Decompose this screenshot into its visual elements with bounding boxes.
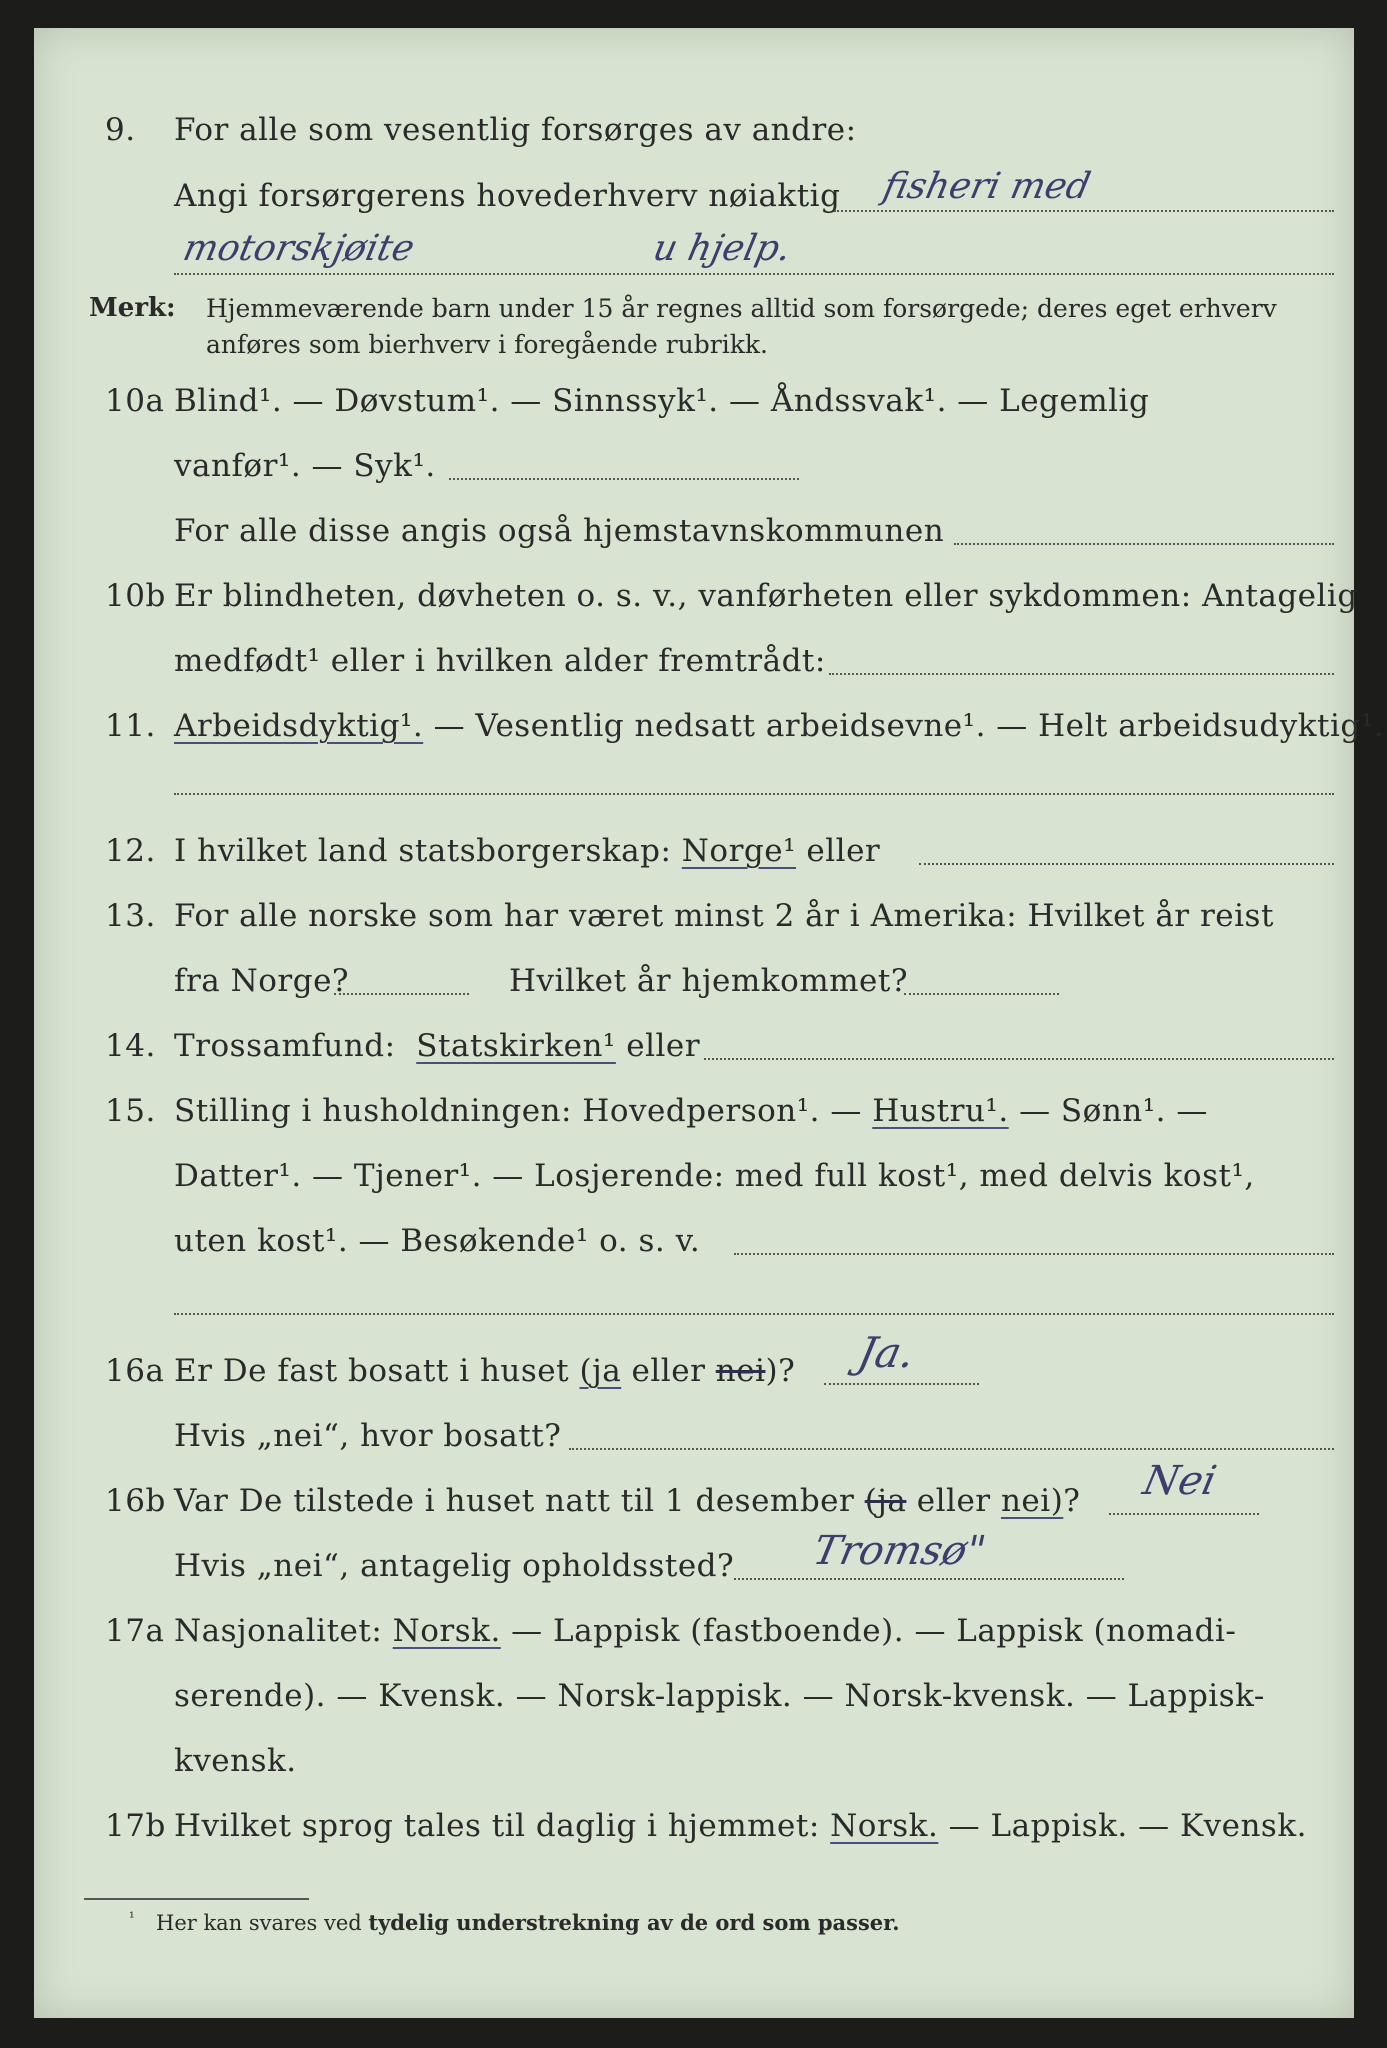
footnote-prefix: Her kan svares ved xyxy=(156,1911,362,1935)
q17a-rest: — Lappisk (fastboende). — Lappisk (nomadi- xyxy=(511,1613,1237,1649)
q15-line1-c: — Sønn¹. — xyxy=(1019,1093,1208,1129)
q16b-prefix: Var De tilstede i huset natt til 1 desember xyxy=(174,1483,855,1519)
q10a-fill-line-2 xyxy=(954,543,1334,545)
q11-option-arbeidsdyktig: Arbeidsdyktig¹. xyxy=(174,708,424,744)
q12-fill-line xyxy=(919,863,1334,865)
q10b-line1: Er blindheten, døvheten o. s. v., vanførheten eller sykdommen: Antagelig xyxy=(174,578,1358,614)
q12-suffix: eller xyxy=(806,833,881,869)
q16a-option-nei-struck: nei xyxy=(715,1353,766,1389)
q9-handwritten-a: fisheri med xyxy=(879,166,1094,207)
q12-number: 12. xyxy=(105,833,156,869)
q15-option-hustru: Hustru¹. xyxy=(872,1093,1009,1129)
q10b-fill-line xyxy=(829,673,1334,675)
q9-fill-line xyxy=(834,210,1334,212)
q16b-option-ja-struck: (ja xyxy=(864,1483,907,1519)
q16b-fill-line-2 xyxy=(734,1578,1124,1580)
q9-handwritten-b: motorskjøite xyxy=(179,228,418,269)
q11-line xyxy=(174,708,1384,744)
q10b-number: 10b xyxy=(105,578,166,614)
q9-number: 9. xyxy=(105,112,136,148)
q10a-line1: Blind¹. — Døvstum¹. — Sinnssyk¹. — Åndssvak¹. — Legemlig xyxy=(174,383,1150,419)
q11-number: 11. xyxy=(105,708,156,744)
q14-option-statskirken: Statskirken¹ xyxy=(416,1028,616,1064)
q15-fill-line-2 xyxy=(174,1313,1334,1315)
q10a-number: 10a xyxy=(105,383,165,419)
q17a-line2: serende). — Kvensk. — Norsk-lappisk. — Norsk-kvensk. — Lappisk- xyxy=(174,1678,1265,1714)
q13-line2b: Hvilket år hjemkommet? xyxy=(509,963,908,999)
q15-number: 15. xyxy=(105,1093,156,1129)
q16b-number: 16b xyxy=(105,1483,166,1519)
q16b-fill-line xyxy=(1109,1513,1259,1515)
q16a-prefix: Er De fast bosatt i huset xyxy=(174,1353,570,1389)
q13-number: 13. xyxy=(105,898,156,934)
q10b-line2: medfødt¹ eller i hvilken alder fremtrådt: xyxy=(174,643,826,679)
q16b-suffix: ? xyxy=(1063,1483,1081,1519)
q11-rest: — Vesentlig nedsatt arbeidsevne¹. — Helt arbeidsudyktig¹. xyxy=(433,708,1385,744)
q15-line3: uten kost¹. — Besøkende¹ o. s. v. xyxy=(174,1223,701,1259)
q13-fill-line-a xyxy=(334,993,469,995)
q17b-line xyxy=(174,1808,1307,1844)
q14-prefix: Trossamfund: xyxy=(174,1028,396,1064)
q13-line1: For alle norske som har været minst 2 år i Amerika: Hvilket år reist xyxy=(174,898,1274,934)
q9-line2: Angi forsørgerens hovederhverv nøiaktig xyxy=(174,178,841,214)
q16a-line2: Hvis „nei“, hvor bosatt? xyxy=(174,1418,562,1454)
q16b-handwritten-answer: Nei xyxy=(1139,1458,1221,1504)
q10a-line2: vanfør¹. — Syk¹. xyxy=(174,448,436,484)
q14-line xyxy=(174,1028,700,1064)
q15-line1-a: Stilling i husholdningen: Hovedperson¹. — xyxy=(174,1093,862,1129)
q16a-suffix: )? xyxy=(765,1353,796,1389)
q12-prefix: I hvilket land statsborgerskap: xyxy=(174,833,672,869)
q13-line2a: fra Norge? xyxy=(174,963,350,999)
q17a-line1 xyxy=(174,1613,1236,1649)
q16b-eller: eller xyxy=(916,1483,991,1519)
q10a-fill-line xyxy=(449,478,799,480)
q14-fill-line xyxy=(704,1058,1334,1060)
census-form-page xyxy=(34,28,1385,2018)
q16a-fill-line xyxy=(824,1383,979,1385)
q16b-line1 xyxy=(174,1483,1080,1519)
q17b-prefix: Hvilket sprog tales til daglig i hjemmet: xyxy=(174,1808,820,1844)
q12-line xyxy=(174,833,880,869)
q9-line1: For alle som vesentlig forsørges av andre: xyxy=(174,112,857,148)
q11-fill-line xyxy=(174,793,1334,795)
q9-handwritten-c: u hjelp. xyxy=(649,228,795,269)
footnote-mark: ¹ xyxy=(129,1910,135,1926)
q14-suffix: eller xyxy=(626,1028,701,1064)
q16a-option-ja: (ja xyxy=(579,1353,622,1389)
merk-line2: anføres som bierhverv i foregående rubrikk. xyxy=(206,330,768,359)
q17a-option-norsk: Norsk. xyxy=(392,1613,501,1649)
footnote-rule xyxy=(84,1898,309,1900)
q16a-handwritten-answer: Ja. xyxy=(853,1328,920,1377)
q16b-option-nei: nei) xyxy=(1000,1483,1064,1519)
q14-number: 14. xyxy=(105,1028,156,1064)
q17b-option-norsk: Norsk. xyxy=(830,1808,939,1844)
q17a-prefix: Nasjonalitet: xyxy=(174,1613,383,1649)
q16a-number: 16a xyxy=(105,1353,165,1389)
q16b-line2: Hvis „nei“, antagelig opholdssted? xyxy=(174,1548,735,1584)
q16a-eller: eller xyxy=(631,1353,706,1389)
footnote-text xyxy=(156,1910,900,1935)
footnote-bold: tydelig understrekning av de ord som passer. xyxy=(368,1910,900,1935)
merk-line1: Hjemmeværende barn under 15 år regnes alltid som forsørgede; deres eget erhverv xyxy=(206,294,1277,323)
q17a-line3: kvensk. xyxy=(174,1743,297,1779)
q15-fill-line xyxy=(734,1253,1334,1255)
q16b-handwritten-place: Tromsø" xyxy=(809,1528,990,1574)
q15-line2: Datter¹. — Tjener¹. — Losjerende: med full kost¹, med delvis kost¹, xyxy=(174,1158,1255,1194)
q15-line1 xyxy=(174,1093,1208,1129)
q17b-rest: — Lappisk. — Kvensk. xyxy=(948,1808,1307,1844)
q10a-line3: For alle disse angis også hjemstavnskommunen xyxy=(174,513,945,549)
q17b-number: 17b xyxy=(105,1808,166,1844)
q16a-line1 xyxy=(174,1353,795,1389)
q17a-number: 17a xyxy=(105,1613,165,1649)
q13-fill-line-b xyxy=(904,993,1059,995)
q12-option-norge: Norge¹ xyxy=(681,833,797,869)
q16a-fill-line-2 xyxy=(569,1448,1334,1450)
q9-fill-line-2 xyxy=(174,273,1334,275)
merk-label: Merk: xyxy=(89,293,176,323)
